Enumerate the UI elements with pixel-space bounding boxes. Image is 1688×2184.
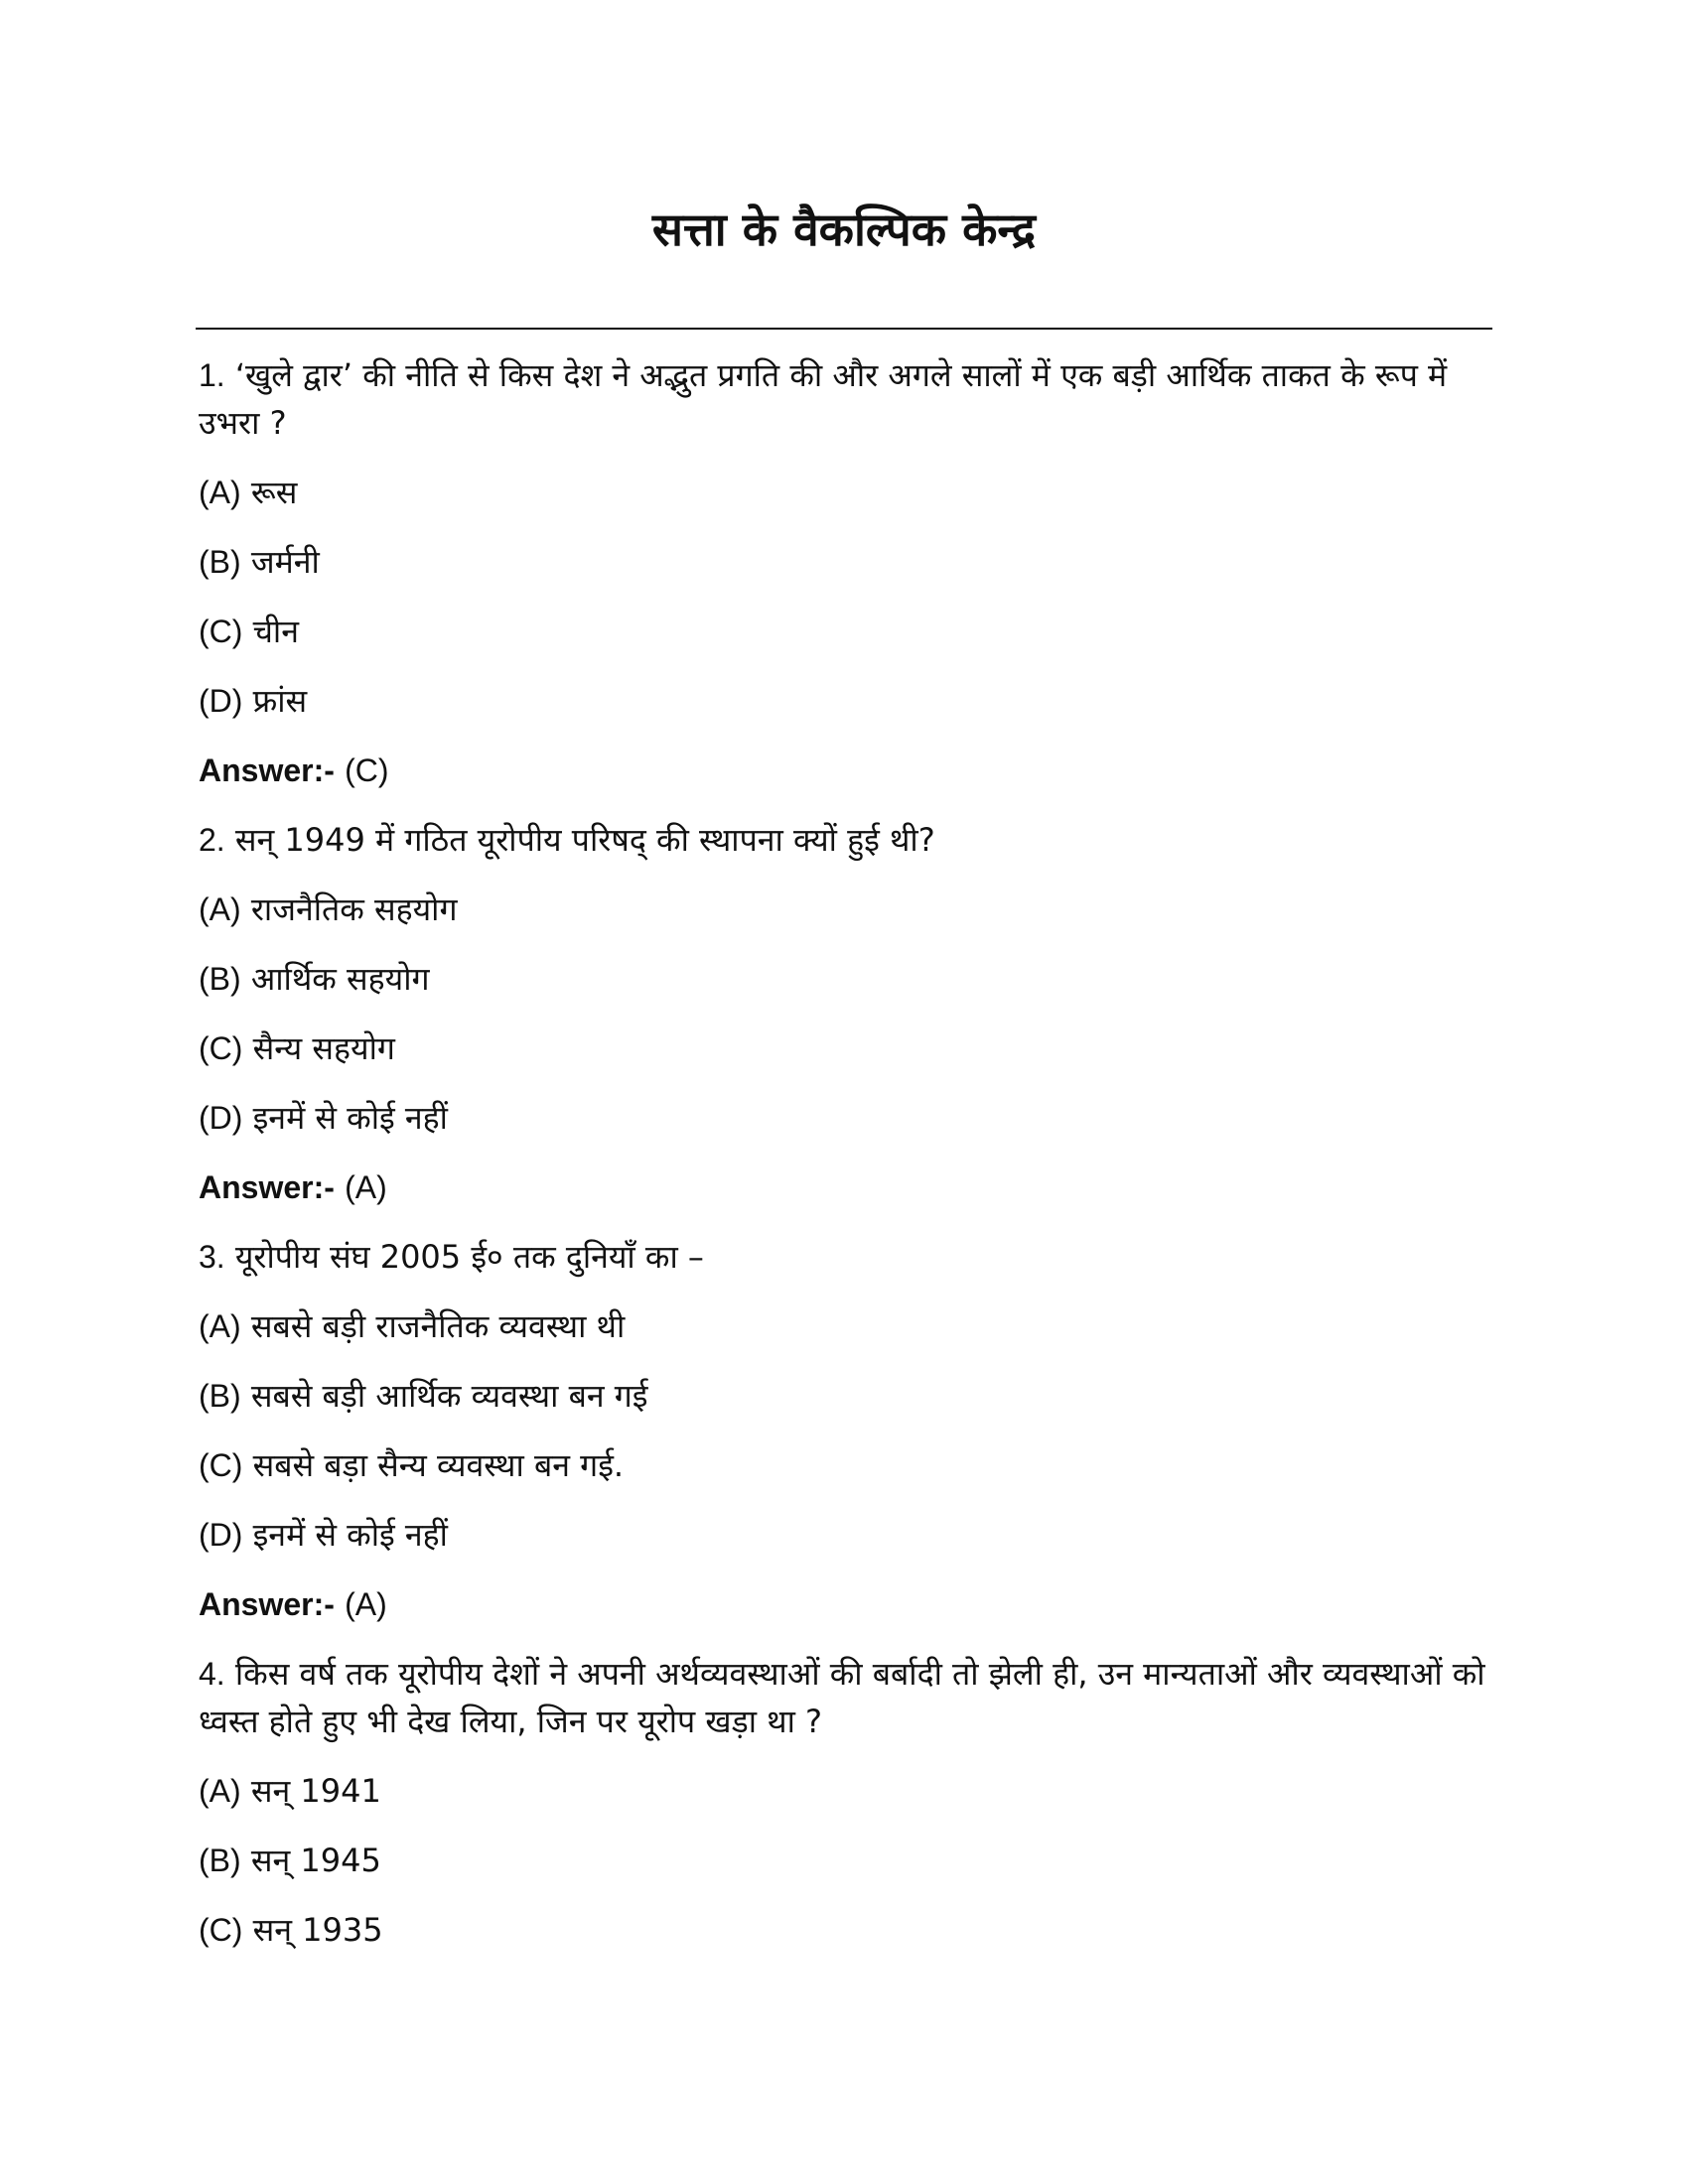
answer-value: (C): [345, 752, 389, 788]
option-d: [199, 1094, 1489, 1142]
question-block: [199, 816, 1489, 1211]
option-text: सबसे बड़ा सैन्य व्यवस्था बन गई.: [252, 1446, 625, 1484]
option-b: [199, 1837, 1489, 1884]
option-text: चीन: [252, 613, 299, 650]
question-body: यूरोपीय संघ 2005 ई० तक दुनियाँ का –: [234, 1238, 704, 1276]
question-body: किस वर्ष तक यूरोपीय देशों ने अपनी अर्थव्यवस्थाओं की बर्बादी तो झेली ही, उन मान्यताओं और व्यवस्थाओं को ध्वस्त होते हुए भी देख लिया, जिन पर यूरोप खड़ा था ?: [199, 1655, 1485, 1740]
option-letter: (B): [199, 1843, 241, 1878]
question-body: ‘खुले द्वार’ की नीति से किस देश ने अद्भुत प्रगति की और अगले सालों में एक बड़ी आर्थिक ताकत के रूप में उभरा ?: [199, 356, 1448, 442]
answer-line: [199, 1163, 1489, 1211]
option-text: सन् 1935: [252, 1911, 383, 1949]
option-b: [199, 1372, 1489, 1420]
option-letter: (A): [199, 1308, 241, 1344]
page-title: सत्ता के वैकल्पिक केन्द्र: [651, 203, 1037, 256]
option-d: [199, 1511, 1489, 1559]
option-text: सबसे बड़ी राजनैतिक व्यवस्था थी: [250, 1307, 626, 1345]
option-letter: (D): [199, 683, 243, 719]
option-c: [199, 1906, 1489, 1954]
option-text: फ्रांस: [252, 682, 308, 720]
option-letter: (A): [199, 475, 241, 510]
option-text: राजनैतिक सहयोग: [250, 890, 458, 928]
answer-value: (A): [345, 1169, 387, 1205]
option-letter: (C): [199, 614, 243, 649]
option-text: सबसे बड़ी आर्थिक व्यवस्था बन गई: [250, 1377, 648, 1415]
option-letter: (A): [199, 891, 241, 927]
option-letter: (D): [199, 1517, 243, 1553]
option-c: [199, 1024, 1489, 1072]
option-letter: (D): [199, 1100, 243, 1136]
option-text: सैन्य सहयोग: [252, 1029, 395, 1067]
option-letter: (A): [199, 1773, 241, 1809]
option-text: इनमें से कोई नहीं: [252, 1516, 448, 1554]
title-divider: [196, 328, 1492, 330]
option-c: [199, 1441, 1489, 1489]
option-c: [199, 608, 1489, 655]
option-a: [199, 1302, 1489, 1350]
question-block: [199, 351, 1489, 794]
option-letter: (B): [199, 1378, 241, 1414]
question-number: 1.: [199, 357, 225, 393]
option-a: [199, 886, 1489, 933]
question-number: 4.: [199, 1656, 225, 1692]
option-text: सन् 1945: [250, 1842, 381, 1879]
question-text: [199, 351, 1489, 447]
option-text: इनमें से कोई नहीं: [252, 1099, 448, 1137]
question-block: [199, 1650, 1489, 1954]
option-a: [199, 1767, 1489, 1815]
option-letter: (B): [199, 544, 241, 580]
option-text: आर्थिक सहयोग: [250, 960, 430, 998]
question-body: सन् 1949 में गठित यूरोपीय परिषद् की स्थापना क्यों हुई थी?: [234, 821, 935, 859]
answer-line: [199, 1580, 1489, 1628]
answer-line: [199, 747, 1489, 794]
option-letter: (C): [199, 1447, 243, 1483]
question-text: [199, 1233, 1489, 1281]
option-letter: (C): [199, 1912, 243, 1948]
question-number: 3.: [199, 1239, 225, 1275]
question-text: [199, 1650, 1489, 1745]
option-b: [199, 955, 1489, 1003]
answer-value: (A): [345, 1586, 387, 1622]
question-list: [199, 351, 1489, 1976]
question-text: [199, 816, 1489, 864]
option-text: सन् 1941: [250, 1772, 381, 1810]
option-text: जर्मनी: [250, 543, 320, 581]
question-block: [199, 1233, 1489, 1628]
option-letter: (B): [199, 961, 241, 997]
answer-label: Answer:-: [199, 1586, 335, 1622]
option-letter: (C): [199, 1030, 243, 1066]
option-a: [199, 469, 1489, 516]
option-text: रूस: [250, 474, 298, 511]
answer-label: Answer:-: [199, 1169, 335, 1205]
option-b: [199, 538, 1489, 586]
question-number: 2.: [199, 822, 225, 858]
answer-label: Answer:-: [199, 752, 335, 788]
option-d: [199, 677, 1489, 725]
